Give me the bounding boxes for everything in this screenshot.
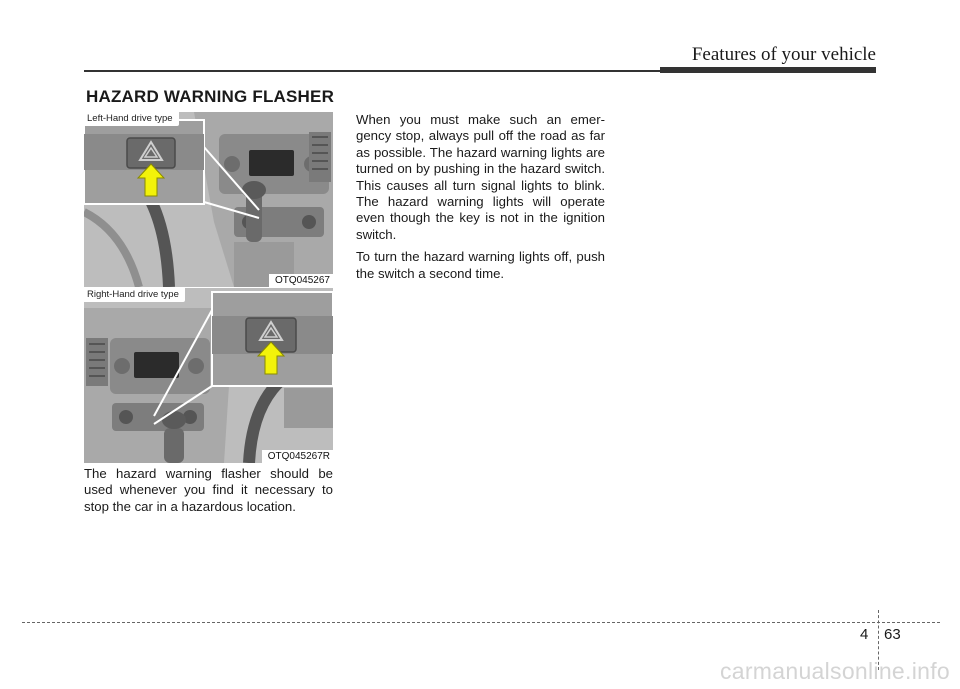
figure-left-hand-drive	[84, 112, 333, 287]
figure-label: Left-Hand drive type	[84, 112, 179, 126]
figure-right-hand-drive	[84, 288, 333, 463]
dashboard-illustration-rhd	[84, 288, 333, 463]
running-header-title: Features of your vehicle	[691, 44, 876, 65]
paragraph: The hazard warning flasher should be used whenever you find it necessary to stop the car in a hazardous location.	[84, 466, 333, 514]
page-number: 63	[884, 626, 901, 643]
chapter-number: 4	[860, 626, 869, 643]
right-column-text	[356, 112, 605, 288]
figure-label: Right-Hand drive type	[84, 288, 185, 302]
figure-code: OTQ045267	[269, 274, 333, 287]
figure-code: OTQ045267R	[262, 450, 333, 463]
paragraph: When you must make such an emer-gency stop, always pull off the road as far as possible. The hazard warning lights are turned on by pushing in the hazard switch. This causes all turn signal lights to blink. The hazard warning lights will operate even though the key is not in the ignition switch.	[356, 112, 605, 242]
footer-rule	[22, 622, 940, 623]
dashboard-illustration-lhd	[84, 112, 333, 287]
watermark: carmanualsonline.info	[719, 658, 950, 684]
left-column-text	[84, 466, 333, 521]
section-title: HAZARD WARNING FLASHER	[86, 87, 335, 106]
header-rule-accent	[660, 67, 876, 73]
paragraph: To turn the hazard warning lights off, push the switch a second time.	[356, 249, 605, 281]
